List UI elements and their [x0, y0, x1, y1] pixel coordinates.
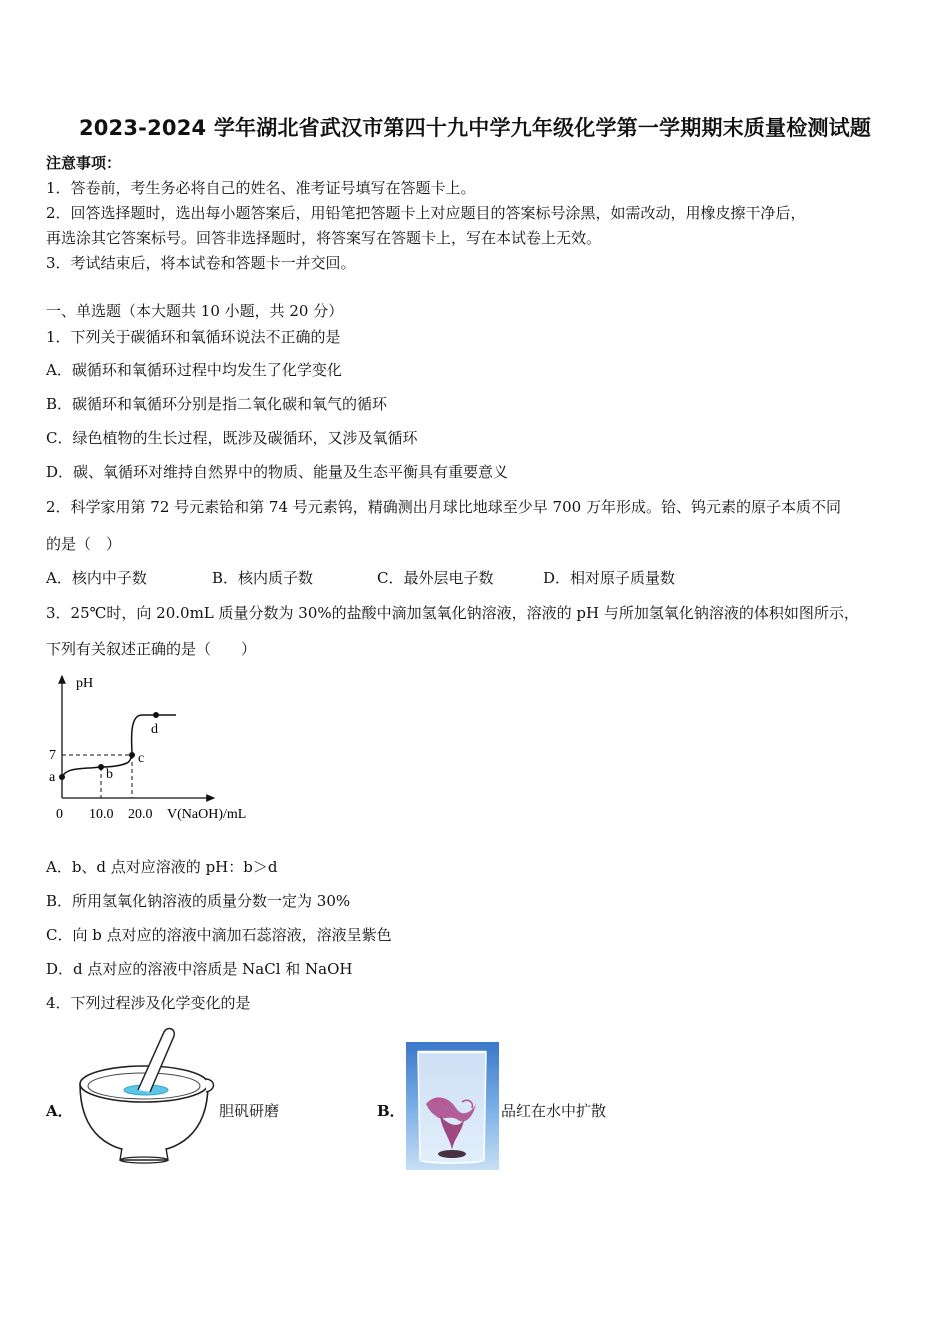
- question-4-option-a-caption: 胆矾研磨: [219, 1102, 280, 1120]
- y-tick-label: 7: [49, 748, 56, 763]
- question-2-stem-cont: 的是（ ）: [46, 535, 122, 553]
- question-2-option-a: A．核内中子数: [46, 569, 147, 587]
- question-4-stem: 4．下列过程涉及化学变化的是: [46, 994, 251, 1012]
- beaker-dye-image: [406, 1042, 499, 1170]
- question-3-option-c: C．向 b 点对应的溶液中滴加石蕊溶液，溶液呈紫色: [46, 926, 392, 944]
- mortar-pestle-image: [72, 1024, 220, 1166]
- notice-heading: 注意事项：: [46, 154, 122, 172]
- question-3-stem: 3．25℃时，向 20.0mL 质量分数为 30%的盐酸中滴加氢氧化钠溶液，溶液的 pH 与所加氢氧化钠溶液的体积如图所示，: [46, 604, 859, 622]
- x-tick-label: 20.0: [128, 807, 153, 822]
- point-a: [59, 774, 65, 780]
- point-c: [129, 752, 135, 758]
- ph-titration-chart: [40, 668, 280, 828]
- x-tick-label: 0: [56, 807, 63, 822]
- question-2-stem: 2．科学家用第 72 号元素铪和第 74 号元素钨，精确测出月球比地球至少早 700 万年形成。铪、钨元素的原子本质不同: [46, 498, 841, 516]
- question-3-option-b: B．所用氢氧化钠溶液的质量分数一定为 30%: [46, 892, 351, 910]
- question-3-option-d: D．d 点对应的溶液中溶质是 NaCl 和 NaOH: [46, 960, 353, 978]
- section-heading: 一、单选题（本大题共 10 小题，共 20 分）: [46, 302, 344, 320]
- point-c-label: c: [138, 751, 145, 766]
- question-1-option-c: C．绿色植物的生长过程，既涉及碳循环，又涉及氧循环: [46, 429, 418, 447]
- question-1-option-a: A．碳循环和氧循环过程中均发生了化学变化: [46, 361, 342, 379]
- question-4-option-a-label: A．: [46, 1102, 73, 1120]
- question-2-option-d: D．相对原子质量数: [543, 569, 676, 587]
- x-tick-label: 10.0: [89, 807, 114, 822]
- exam-title: 2023-2024 学年湖北省武汉市第四十九中学九年级化学第一学期期末质量检测试题: [78, 116, 872, 140]
- question-1-stem: 1．下列关于碳循环和氧循环说法不正确的是: [46, 328, 341, 346]
- y-axis-label: pH: [76, 676, 94, 691]
- point-d-label: d: [151, 722, 158, 737]
- question-4-option-b-caption: 品红在水中扩散: [501, 1102, 607, 1120]
- notice-item: 再选涂其它答案标号。回答非选择题时，将答案写在答题卡上，写在本试卷上无效。: [46, 229, 602, 247]
- titration-curve: [62, 715, 176, 777]
- question-2-option-c: C．最外层电子数: [377, 569, 494, 587]
- question-3-option-a: A．b、d 点对应溶液的 pH：b＞d: [46, 858, 278, 876]
- question-3-stem-cont: 下列有关叙述正确的是（ ）: [46, 640, 257, 658]
- question-2-option-b: B．核内质子数: [212, 569, 314, 587]
- question-1-option-b: B．碳循环和氧循环分别是指二氧化碳和氧气的循环: [46, 395, 388, 413]
- question-1-option-d: D．碳、氧循环对维持自然界中的物质、能量及生态平衡具有重要意义: [46, 463, 509, 481]
- x-axis-label: V(NaOH)/mL: [167, 807, 247, 822]
- question-4-option-b-label: B．: [377, 1102, 405, 1120]
- notice-item: 2．回答选择题时，选出每小题答案后，用铅笔把答题卡上对应题目的答案标号涂黑，如需改动，用橡皮擦干净后，: [46, 204, 806, 222]
- point-d: [153, 712, 159, 718]
- point-a-label: a: [49, 770, 56, 785]
- point-b-label: b: [106, 767, 113, 782]
- point-b: [98, 764, 104, 770]
- notice-item: 3．考试结束后，将本试卷和答题卡一并交回。: [46, 254, 356, 272]
- notice-item: 1．答卷前，考生务必将自己的姓名、准考证号填写在答题卡上。: [46, 179, 476, 197]
